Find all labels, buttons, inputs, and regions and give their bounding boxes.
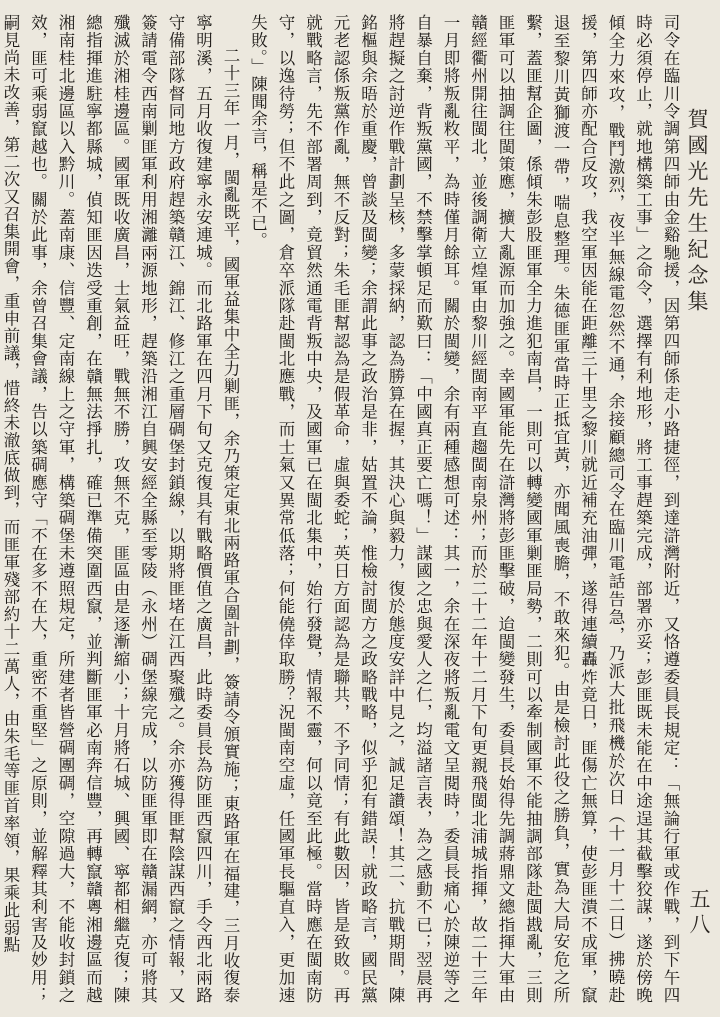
page-number: 五八 <box>687 888 711 938</box>
paragraph: 二十三年一月，閩亂既平，國軍益集中全力剿匪，余乃策定東北兩路軍合圍計劃，簽請令頒實施；東路軍在福建，三月收復泰寧明溪，五月收復建寧永安連城。而北路軍在四月下旬又克復具有戰略價值之廣昌，此時委員長為防匪西竄四川，手令西北兩路守備部隊督同地方政府趕築贛江、錦江、修江之重層碉堡封鎖線，以期將匪堵在江西聚殲之。余亦獲得匪幫陰謀西竄之情報，又簽請電令西南剿匪軍利用湘灕兩源地形，趕築沿湘江自興安經全縣至零陵（永州）碉堡線完成，以防匪軍即在贛漏網，亦可將其殲滅於湘桂邊區。國軍既收廣昌，士氣益旺，戰無不勝，攻無不克，匪區由是逐漸縮小；十月將石城、興國、寧都相繼克復；陳總指揮進駐寧都縣城，偵知匪因迭受重創，在贛無法掙扎，確已準備突圍西竄，並判斷匪軍必南奔信豐，再轉竄贛粵湘邊區而越湘南桂北邊區以入黔川。蓋南康、信豐、定南線上之守軍，構築碉堡未遵照規定，所建者皆營碉團碉，空隙過大，不能收封鎖之效，匪可乘弱竄越也。關於此事，余曾召集會議，告以築碉應守「不在多不在大，重密不重堅」之原則，並解釋其利害及妙用；嗣見尚未改善，第二次又召集開會，重申前議，惜終未澈底做到，而匪軍殘部約十二萬人，由朱毛等匪首率領，果乘此弱點 <box>1 14 240 1004</box>
body-text <box>1 14 684 1004</box>
running-header-book-title: 賀國光先生紀念集 <box>685 108 709 316</box>
paragraph-continuation: 司令在臨川令調第四師由金谿馳援，因第四師係走小路捷徑，到達滸灣附近，又恪遵委員長規定：「無論行軍或作戰，到下午四時必須停止，就地構築工事」之命令，選擇有利地形，將工事趕築完成，部署亦妥；彭匪既未能在中途逞其截擊狡謀，遂於傍晚傾全力來攻，戰鬥激烈，夜半無線電忽然不通，余接顧總司令在臨川電話告急，乃派大批飛機於次日（十一月十二日）拂曉赴援，第四師亦配合反攻，我空軍因能在距離三十里之黎川就近補充油彈，遂得連續轟炸竟日，匪傷亡無算，使彭匪潰不成軍，竄退至黎川黃獅渡一帶，喘息整理。朱德匪軍當時正抵宜黃，亦聞風喪膽，不敢來犯。由是檢討此役之勝負，實為大局安危之所繫，蓋匪幫企圖，係傾朱彭股匪軍全力進犯南昌，一則可以轉變國軍剿匪局勢，二則可以牽制國軍不能抽調部隊赴閩戡亂，三則匪軍可以抽調往閩策應，擴大亂源而加強之。幸國軍能先在滸灣將彭匪擊破，迨閩變發生，委員長始得先調蔣鼎文總指揮大軍由贛經衢州開往閩北，並後調衛立煌軍由黎川經閩南平直趨閩南泉州；而於二十二年十二月下旬更親飛閩北浦城指揮，故二十三年一月即將叛亂敉平，為時僅月餘耳。關於閩變，余有兩種感想可述：其一，余在深夜將叛亂電文呈閱時，委員長痛心於陳逆等之自暴自棄，背叛黨國，不禁擊掌頓足而歎曰：「中國真正要亡嗎！」謀國之忠與愛人之仁，均溢諸言表，為之感動不已；翌晨再將趕擬之討逆作戰計劃呈核，多蒙採納，認為勝算在握，其決心與毅力，復於態度安詳中見之，誠足讚頌！其二、抗戰期間，陳銘樞與余晤於重慶，曾談及閩變；余謂此事之政治是非，姑置不論，惟檢討閩方之政略戰略，似乎犯有錯誤！就政略言，國民黨元老認係叛黨作亂，無不反對；朱毛匪幫認為是假革命，虛與委蛇；英日方面認為是聯共，不予同情；有此數因，皆是致敗。再就戰略言，先不部署周到，竟貿然通電背叛中央，及國軍已在閩北集中，始行發覺，情報不靈，何以竟至此極。當時應在閩南防守，以逸待勞；但不此之圖，倉卒派隊赴閩北應戰，而士氣又異常低落；何能僥倖取勝？況閩南空虛，任國軍長驅直入，更加速失敗。」陳聞余言，稱是不已。 <box>248 14 680 1004</box>
